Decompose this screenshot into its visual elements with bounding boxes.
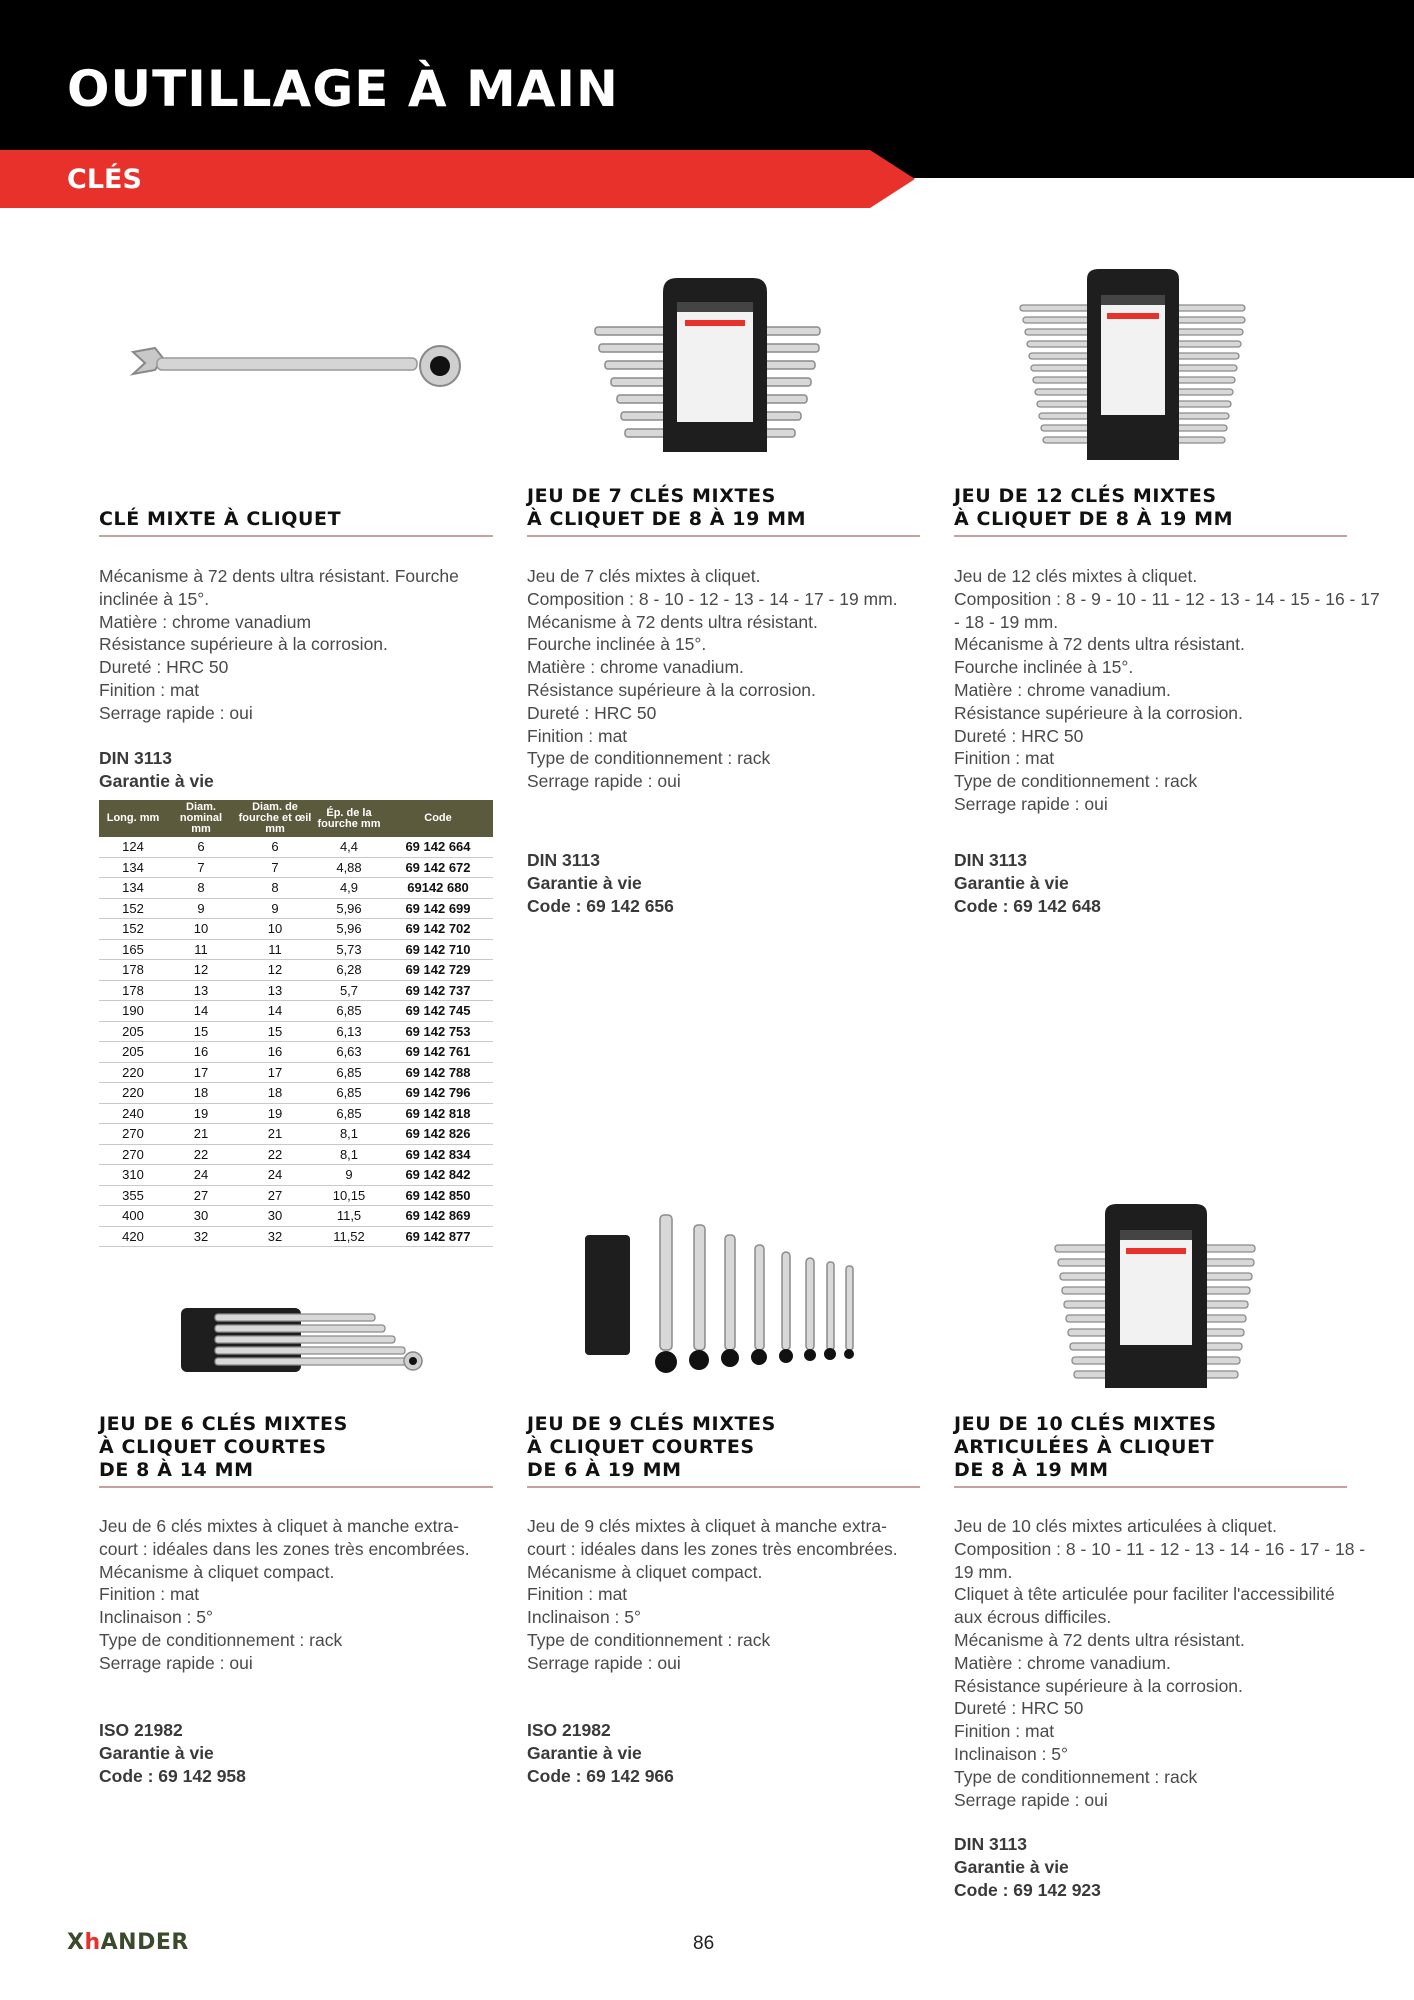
col-header: Long. mm [99,800,167,837]
desc-line: Mécanisme à 72 dents ultra résistant. Fourche [99,566,459,586]
table-cell: 270 [99,1124,167,1145]
col-header: Code [383,800,493,837]
desc-line: Mécanisme à 72 dents ultra résistant. [954,1629,1245,1650]
table-cell: 134 [99,878,167,899]
desc-line: Serrage rapide : oui [99,1652,253,1673]
product-title-line: DE 6 À 19 MM [527,1459,682,1481]
table-cell: 17 [235,1062,315,1083]
table-cell: 220 [99,1062,167,1083]
table-cell: 22 [235,1144,315,1165]
desc-line: Type de conditionnement : rack [527,1629,771,1650]
desc-line: Composition : 8 - 10 - 12 - 13 - 14 - 17 - 19 mm. [527,588,898,609]
table-cell: 4,88 [315,857,383,878]
table-cell: 32 [167,1226,235,1247]
desc-line: Serrage rapide : oui [954,1789,1108,1810]
desc-line: Serrage rapide : oui [954,793,1108,814]
table-cell: 15 [167,1021,235,1042]
table-cell: 10 [167,919,235,940]
desc-line: Dureté : HRC 50 [99,657,229,678]
ratchet-wrench-image [125,330,465,405]
table-cell-code: 69 142 664 [383,837,493,857]
warranty-label: Garantie à vie [99,770,214,791]
table-row [99,898,493,919]
desc-line: Résistance supérieure à la corrosion. [527,679,816,700]
table-cell: 6 [235,837,315,857]
warranty-label: Garantie à vie [527,1742,642,1763]
desc-line: court : idéales dans les zones très encombrées. [527,1538,898,1559]
table-row [99,1206,493,1227]
table-cell: 6,28 [315,960,383,981]
table-cell: 6,85 [315,1001,383,1022]
desc-line: Cliquet à tête articulée pour faciliter l'accessibilité [954,1584,1335,1605]
desc-line: Type de conditionnement : rack [954,771,1198,792]
table-cell: 10,15 [315,1185,383,1206]
table-cell: 19 [235,1103,315,1124]
table-cell: 9 [167,898,235,919]
table-cell-code: 69 142 826 [383,1124,493,1145]
table-cell: 7 [235,857,315,878]
desc-line: Résistance supérieure à la corrosion. [99,634,388,655]
col-header: Diam. de fourche et œil mm [235,800,315,837]
table-cell: 14 [235,1001,315,1022]
desc-line: Mécanisme à cliquet compact. [527,1561,763,1582]
table-cell-code: 69 142 850 [383,1185,493,1206]
desc-line: Dureté : HRC 50 [954,725,1084,746]
wrench-set-7-image [585,272,840,462]
warranty-label: Garantie à vie [527,872,642,893]
desc-line: Résistance supérieure à la corrosion. [954,702,1243,723]
table-row [99,1124,493,1145]
product-title-line: CLÉ MIXTE À CLIQUET [99,508,342,530]
desc-line: Matière : chrome vanadium. [954,679,1171,700]
table-row [99,1083,493,1104]
table-cell: 17 [167,1062,235,1083]
product-description [954,565,1380,816]
desc-line: Type de conditionnement : rack [954,1766,1198,1787]
table-cell: 21 [235,1124,315,1145]
product-title [99,1413,493,1488]
product-title [954,485,1347,537]
page-number: 86 [693,1933,715,1954]
table-cell: 15 [235,1021,315,1042]
desc-line: Finition : mat [954,748,1055,769]
table-row [99,1165,493,1186]
table-row [99,1144,493,1165]
desc-line: Matière : chrome vanadium [99,611,312,632]
desc-line: Serrage rapide : oui [527,771,681,792]
short-wrench-set-6-image [175,1300,435,1380]
table-row [99,857,493,878]
table-cell: 152 [99,919,167,940]
product-title [527,1413,920,1488]
desc-line: Matière : chrome vanadium. [527,657,744,678]
spec-table [99,800,493,1247]
desc-line: Inclinaison : 5° [99,1607,214,1628]
table-cell: 10 [235,919,315,940]
desc-line: Finition : mat [99,679,200,700]
articulated-wrench-set-10-image [1050,1200,1265,1390]
table-row [99,1062,493,1083]
warranty-label: Garantie à vie [954,872,1069,893]
product-meta [527,1719,674,1787]
table-cell: 11,5 [315,1206,383,1227]
col-header: Diam. nominal mm [167,800,235,837]
table-cell: 13 [167,980,235,1001]
desc-line: Mécanisme à cliquet compact. [99,1561,335,1582]
desc-line: Type de conditionnement : rack [99,1629,343,1650]
norm-label: ISO 21982 [527,1720,611,1740]
product-meta [527,849,674,917]
product-meta [954,849,1101,917]
product-title-line: ARTICULÉES À CLIQUET [954,1436,1215,1458]
norm-label: DIN 3113 [954,1834,1027,1854]
page-title: OUTILLAGE À MAIN [67,60,619,118]
table-cell: 24 [235,1165,315,1186]
norm-label: DIN 3113 [954,850,1027,870]
table-cell: 5,73 [315,939,383,960]
table-cell: 14 [167,1001,235,1022]
table-body [99,837,493,1247]
table-cell: 30 [167,1206,235,1227]
brand-logo-prefix: X [67,1930,85,1955]
table-cell-code: 69 142 877 [383,1226,493,1247]
table-cell-code: 69 142 737 [383,980,493,1001]
desc-line: Dureté : HRC 50 [527,702,657,723]
table-cell: 18 [167,1083,235,1104]
table-cell: 21 [167,1124,235,1145]
product-description [99,1515,470,1675]
table-cell: 4,4 [315,837,383,857]
table-cell-code: 69 142 788 [383,1062,493,1083]
table-cell: 8 [167,878,235,899]
warranty-label: Garantie à vie [954,1856,1069,1877]
table-cell: 7 [167,857,235,878]
desc-line: Serrage rapide : oui [99,702,253,723]
product-title-line: À CLIQUET DE 8 À 19 MM [954,508,1234,530]
product-code: Code : 69 142 648 [954,895,1101,916]
table-row [99,980,493,1001]
brand-logo-suffix: ANDER [100,1930,189,1955]
table-cell-code: 69 142 729 [383,960,493,981]
table-cell: 6,85 [315,1103,383,1124]
product-description [954,1515,1365,1811]
table-cell: 8,1 [315,1124,383,1145]
table-cell-code: 69 142 818 [383,1103,493,1124]
table-cell-code: 69 142 710 [383,939,493,960]
table-cell: 190 [99,1001,167,1022]
product-description [527,1515,898,1675]
product-code: Code : 69 142 923 [954,1879,1101,1900]
desc-line: Matière : chrome vanadium. [954,1652,1171,1673]
product-title-line: JEU DE 12 CLÉS MIXTES [954,485,1217,507]
table-cell: 16 [235,1042,315,1063]
table-cell: 9 [235,898,315,919]
table-cell: 6,63 [315,1042,383,1063]
product-title [527,485,920,537]
table-cell: 32 [235,1226,315,1247]
table-cell: 6,85 [315,1083,383,1104]
product-code: Code : 69 142 966 [527,1765,674,1786]
table-cell: 178 [99,960,167,981]
product-title-line: DE 8 À 19 MM [954,1459,1109,1481]
section-title: CLÉS [67,164,142,195]
table-cell: 355 [99,1185,167,1206]
table-cell: 220 [99,1083,167,1104]
table-cell: 5,7 [315,980,383,1001]
table-cell: 24 [167,1165,235,1186]
norm-label: DIN 3113 [527,850,600,870]
table-row [99,1021,493,1042]
table-cell: 11,52 [315,1226,383,1247]
product-description [99,565,459,725]
table-cell: 6 [167,837,235,857]
table-cell: 16 [167,1042,235,1063]
product-title [99,508,493,537]
table-cell: 6,13 [315,1021,383,1042]
desc-line: Jeu de 10 clés mixtes articulées à cliquet. [954,1516,1277,1536]
desc-line: Finition : mat [99,1584,200,1605]
product-meta [954,1833,1101,1901]
brand-logo [67,1930,189,1955]
table-cell: 22 [167,1144,235,1165]
desc-line: inclinée à 15°. [99,588,210,609]
brand-logo-accent: h [84,1930,101,1955]
desc-line: Résistance supérieure à la corrosion. [954,1675,1243,1696]
desc-line: Jeu de 7 clés mixtes à cliquet. [527,566,761,586]
table-row [99,1226,493,1247]
table-cell: 11 [235,939,315,960]
table-row [99,1185,493,1206]
table-cell: 4,9 [315,878,383,899]
table-cell: 205 [99,1042,167,1063]
table-row [99,919,493,940]
short-wrench-set-9-image [580,1200,880,1390]
table-cell: 5,96 [315,919,383,940]
desc-line: Type de conditionnement : rack [527,748,771,769]
desc-line: Jeu de 9 clés mixtes à cliquet à manche extra- [527,1516,887,1536]
product-title-line: JEU DE 9 CLÉS MIXTES [527,1413,776,1435]
desc-line: Inclinaison : 5° [527,1607,642,1628]
table-cell: 8 [235,878,315,899]
table-cell: 9 [315,1165,383,1186]
table-cell: 5,96 [315,898,383,919]
table-cell: 152 [99,898,167,919]
table-cell: 8,1 [315,1144,383,1165]
table-cell: 240 [99,1103,167,1124]
table-cell: 420 [99,1226,167,1247]
norm-label: ISO 21982 [99,1720,183,1740]
table-cell: 6,85 [315,1062,383,1083]
desc-line: Dureté : HRC 50 [954,1698,1084,1719]
product-meta [99,1719,246,1787]
table-cell: 270 [99,1144,167,1165]
table-cell: 12 [167,960,235,981]
table-cell-code: 69142 680 [383,878,493,899]
table-cell: 124 [99,837,167,857]
table-row [99,837,493,857]
table-row [99,939,493,960]
desc-line: 19 mm. [954,1561,1013,1582]
table-cell: 11 [167,939,235,960]
table-cell-code: 69 142 869 [383,1206,493,1227]
desc-line: court : idéales dans les zones très encombrées. [99,1538,470,1559]
table-cell-code: 69 142 699 [383,898,493,919]
table-cell: 400 [99,1206,167,1227]
table-row [99,878,493,899]
table-cell-code: 69 142 796 [383,1083,493,1104]
table-header-row [99,800,493,837]
table-cell: 27 [167,1185,235,1206]
table-cell-code: 69 142 745 [383,1001,493,1022]
desc-line: Composition : 8 - 9 - 10 - 11 - 12 - 13 - 14 - 15 - 16 - 17 [954,588,1380,609]
col-header: Ép. de la fourche mm [315,800,383,837]
table-cell: 134 [99,857,167,878]
table-cell-code: 69 142 834 [383,1144,493,1165]
product-title-line: DE 8 À 14 MM [99,1459,254,1481]
desc-line: Jeu de 12 clés mixtes à cliquet. [954,566,1198,586]
table-cell: 310 [99,1165,167,1186]
desc-line: Composition : 8 - 10 - 11 - 12 - 13 - 14 - 16 - 17 - 18 - [954,1538,1366,1559]
product-title-line: À CLIQUET DE 8 À 19 MM [527,508,807,530]
desc-line: Mécanisme à 72 dents ultra résistant. [954,634,1245,655]
desc-line: Inclinaison : 5° [954,1743,1069,1764]
desc-line: Serrage rapide : oui [527,1652,681,1673]
norm-label: DIN 3113 [99,748,172,768]
product-code: Code : 69 142 656 [527,895,674,916]
table-cell-code: 69 142 672 [383,857,493,878]
desc-line: aux écrous difficiles. [954,1607,1112,1628]
table-cell: 27 [235,1185,315,1206]
desc-line: Finition : mat [954,1721,1055,1742]
table-cell: 13 [235,980,315,1001]
table-cell-code: 69 142 842 [383,1165,493,1186]
product-title-line: À CLIQUET COURTES [99,1436,327,1458]
desc-line: Fourche inclinée à 15°. [954,657,1134,678]
product-code: Code : 69 142 958 [99,1765,246,1786]
desc-line: Finition : mat [527,725,628,746]
table-cell: 12 [235,960,315,981]
product-description [527,565,898,793]
wrench-set-12-image [1015,265,1255,465]
table-row [99,960,493,981]
table-cell: 19 [167,1103,235,1124]
table-cell: 205 [99,1021,167,1042]
product-title-line: JEU DE 10 CLÉS MIXTES [954,1413,1217,1435]
table-cell-code: 69 142 761 [383,1042,493,1063]
table-row [99,1042,493,1063]
desc-line: Fourche inclinée à 15°. [527,634,707,655]
product-meta [99,747,214,793]
product-title-line: À CLIQUET COURTES [527,1436,755,1458]
table-cell-code: 69 142 753 [383,1021,493,1042]
table-row [99,1103,493,1124]
table-row [99,1001,493,1022]
table-cell: 165 [99,939,167,960]
table-cell: 18 [235,1083,315,1104]
desc-line: Finition : mat [527,1584,628,1605]
desc-line: Mécanisme à 72 dents ultra résistant. [527,611,818,632]
desc-line: Jeu de 6 clés mixtes à cliquet à manche extra- [99,1516,459,1536]
product-title [954,1413,1347,1488]
warranty-label: Garantie à vie [99,1742,214,1763]
table-cell: 178 [99,980,167,1001]
table-cell: 30 [235,1206,315,1227]
table-cell-code: 69 142 702 [383,919,493,940]
product-title-line: JEU DE 7 CLÉS MIXTES [527,485,776,507]
product-title-line: JEU DE 6 CLÉS MIXTES [99,1413,348,1435]
desc-line: - 18 - 19 mm. [954,611,1059,632]
